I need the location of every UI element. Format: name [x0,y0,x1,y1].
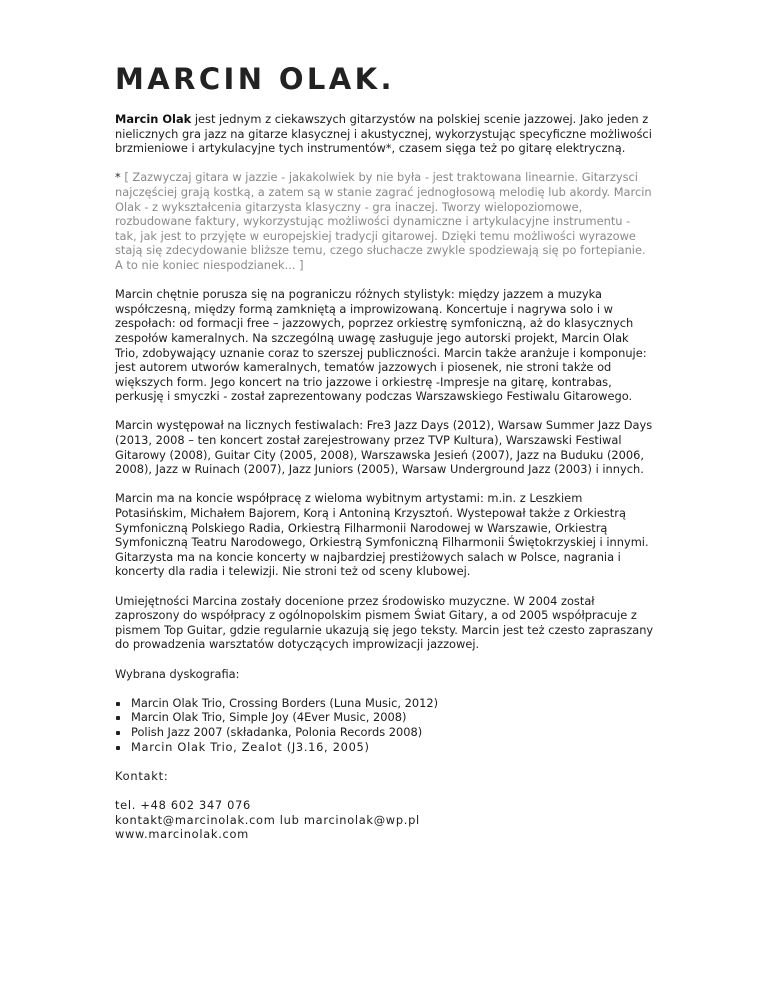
intro-paragraph [115,112,655,156]
discography-heading: Wybrana dyskografia: [115,666,240,681]
contact-emails: kontakt@marcinolak.com lub marcinolak@wp.pl [115,812,420,827]
footnote-paragraph [115,170,655,272]
discography-list [115,696,655,754]
bio-paragraph-styles: Marcin chętnie porusza się na pograniczu różnych stylistyk: między jazzem a muzyka współczesną, między formą zamkniętą a improwizowaną. Koncertuje i nagrywa solo i w zespołach: od formacji free – jazzowych, poprzez orkiestrę symfoniczną, aż do klasycznych zespołów kameralnych. Na szczególną uwagę zasługuje jego autorski projekt, Marcin Olak Trio, zdobywający uznanie coraz to szerszej publiczności. Marcin także aranżuje i komponuje: jest autorem utworów kameralnych, tematów jazzowych i piosenek, nie stroni także od większych form. Jego koncert na trio jazzowe i orkiestrę -Impresje na gitarę, kontrabas, perkusję i smyczki - został zaprezentowany podczas Warszawskiego Festiwalu Gitarowego. [115,287,647,404]
discography-item: Marcin Olak Trio, Crossing Borders (Luna Music, 2012) [115,696,655,711]
discography-item: Polish Jazz 2007 (składanka, Polonia Records 2008) [115,725,655,740]
contact-phone: tel. +48 602 347 076 [115,797,252,812]
contact-website: www.marcinolak.com [115,827,249,842]
contact-heading: Kontakt: [115,768,169,783]
discography-item: Marcin Olak Trio, Zealot (J3.16, 2005) [115,740,655,755]
discography-item: Marcin Olak Trio, Simple Joy (4Ever Music, 2008) [115,710,655,725]
bio-paragraph-recognition: Umiejętności Marcina zostały docenione przez środowisko muzyczne. W 2004 został zaproszony do współpracy z ogólnopolskim pismem Świat Gitary, a od 2005 współpracuje z pismem Top Guitar, gdzie regularnie ukazują się jego teksty. Marcin jest też czesto zapraszany do prowadzenia warsztatów dotyczących improwizacji jazzowej. [115,593,654,652]
document-body [115,112,655,842]
page-title: MARCIN OLAK. [115,62,395,96]
footnote-marker: * [115,170,121,185]
bio-paragraph-collaborations: Marcin ma na koncie współpracę z wieloma wybitnym artystami: m.in. z Leszkiem Potasińskim, Michałem Bajorem, Korą i Antoniną Krzysztoń. Wystepował także z Orkiestrą Symfoniczną Polskiego Radia, Orkiestrą Filharmonii Narodowej w Warszawie, Orkiestrą Symfoniczną Teatru Narodowego, Orkiestrą Symfoniczną Filharmonii Świętokrzyskiej i innymi. Gitarzysta ma na koncie koncerty w najbardziej prestiżowych salach w Polsce, nagrania i koncerty dla radia i telewizji. Nie stroni też od sceny klubowej. [115,491,649,579]
footnote-text: [ Zazwyczaj gitara w jazzie - jakakolwiek by nie była - jest traktowana linearnie. Gitarzysci najczęściej grają kostką, a zatem są w stanie zagrać jednogłosową melodię lub akordy. Marcin Olak - z wykształcenia gitarzysta klasyczny - gra inaczej. Tworzy wielopoziomowe, rozbudowane faktury, wykorzystując możliwości dynamiczne i artykulacyjne instrumentu - tak, jak jest to przyjęte w europejskiej tradycji gitarowej. Dzięki temu możliwości wyrazowe stają się zdecydowanie bliższe temu, czego słuchacze zwykle spodziewają się po fortepianie. A to nie koniec niespodzianek... ] [115,170,652,272]
intro-text: jest jednym z ciekawszych gitarzystów na polskiej scenie jazzowej. Jako jeden z nielicznych gra jazz na gitarze klasycznej i akustycznej, wykorzystując specyficzne możliwości brzmieniowe i artykulacyjne tych instrumentów*, czasem sięga też po gitarę elektryczną. [115,112,652,156]
artist-name: Marcin Olak [115,112,192,126]
bio-paragraph-festivals: Marcin występował na licznych festiwalach: Fre3 Jazz Days (2012), Warsaw Summer Jazz Days (2013, 2008 – ten koncert został zarejestrowany przez TVP Kultura), Warszawski Festiwal Gitarowy (2008), Guitar City (2005, 2008), Warszawska Jesień (2007), Jazz na Buduku (2006, 2008), Jazz w Ruinach (2007), Jazz Juniors (2005), Warsaw Underground Jazz (2003) i innych. [115,418,653,477]
contact-details [115,798,655,842]
